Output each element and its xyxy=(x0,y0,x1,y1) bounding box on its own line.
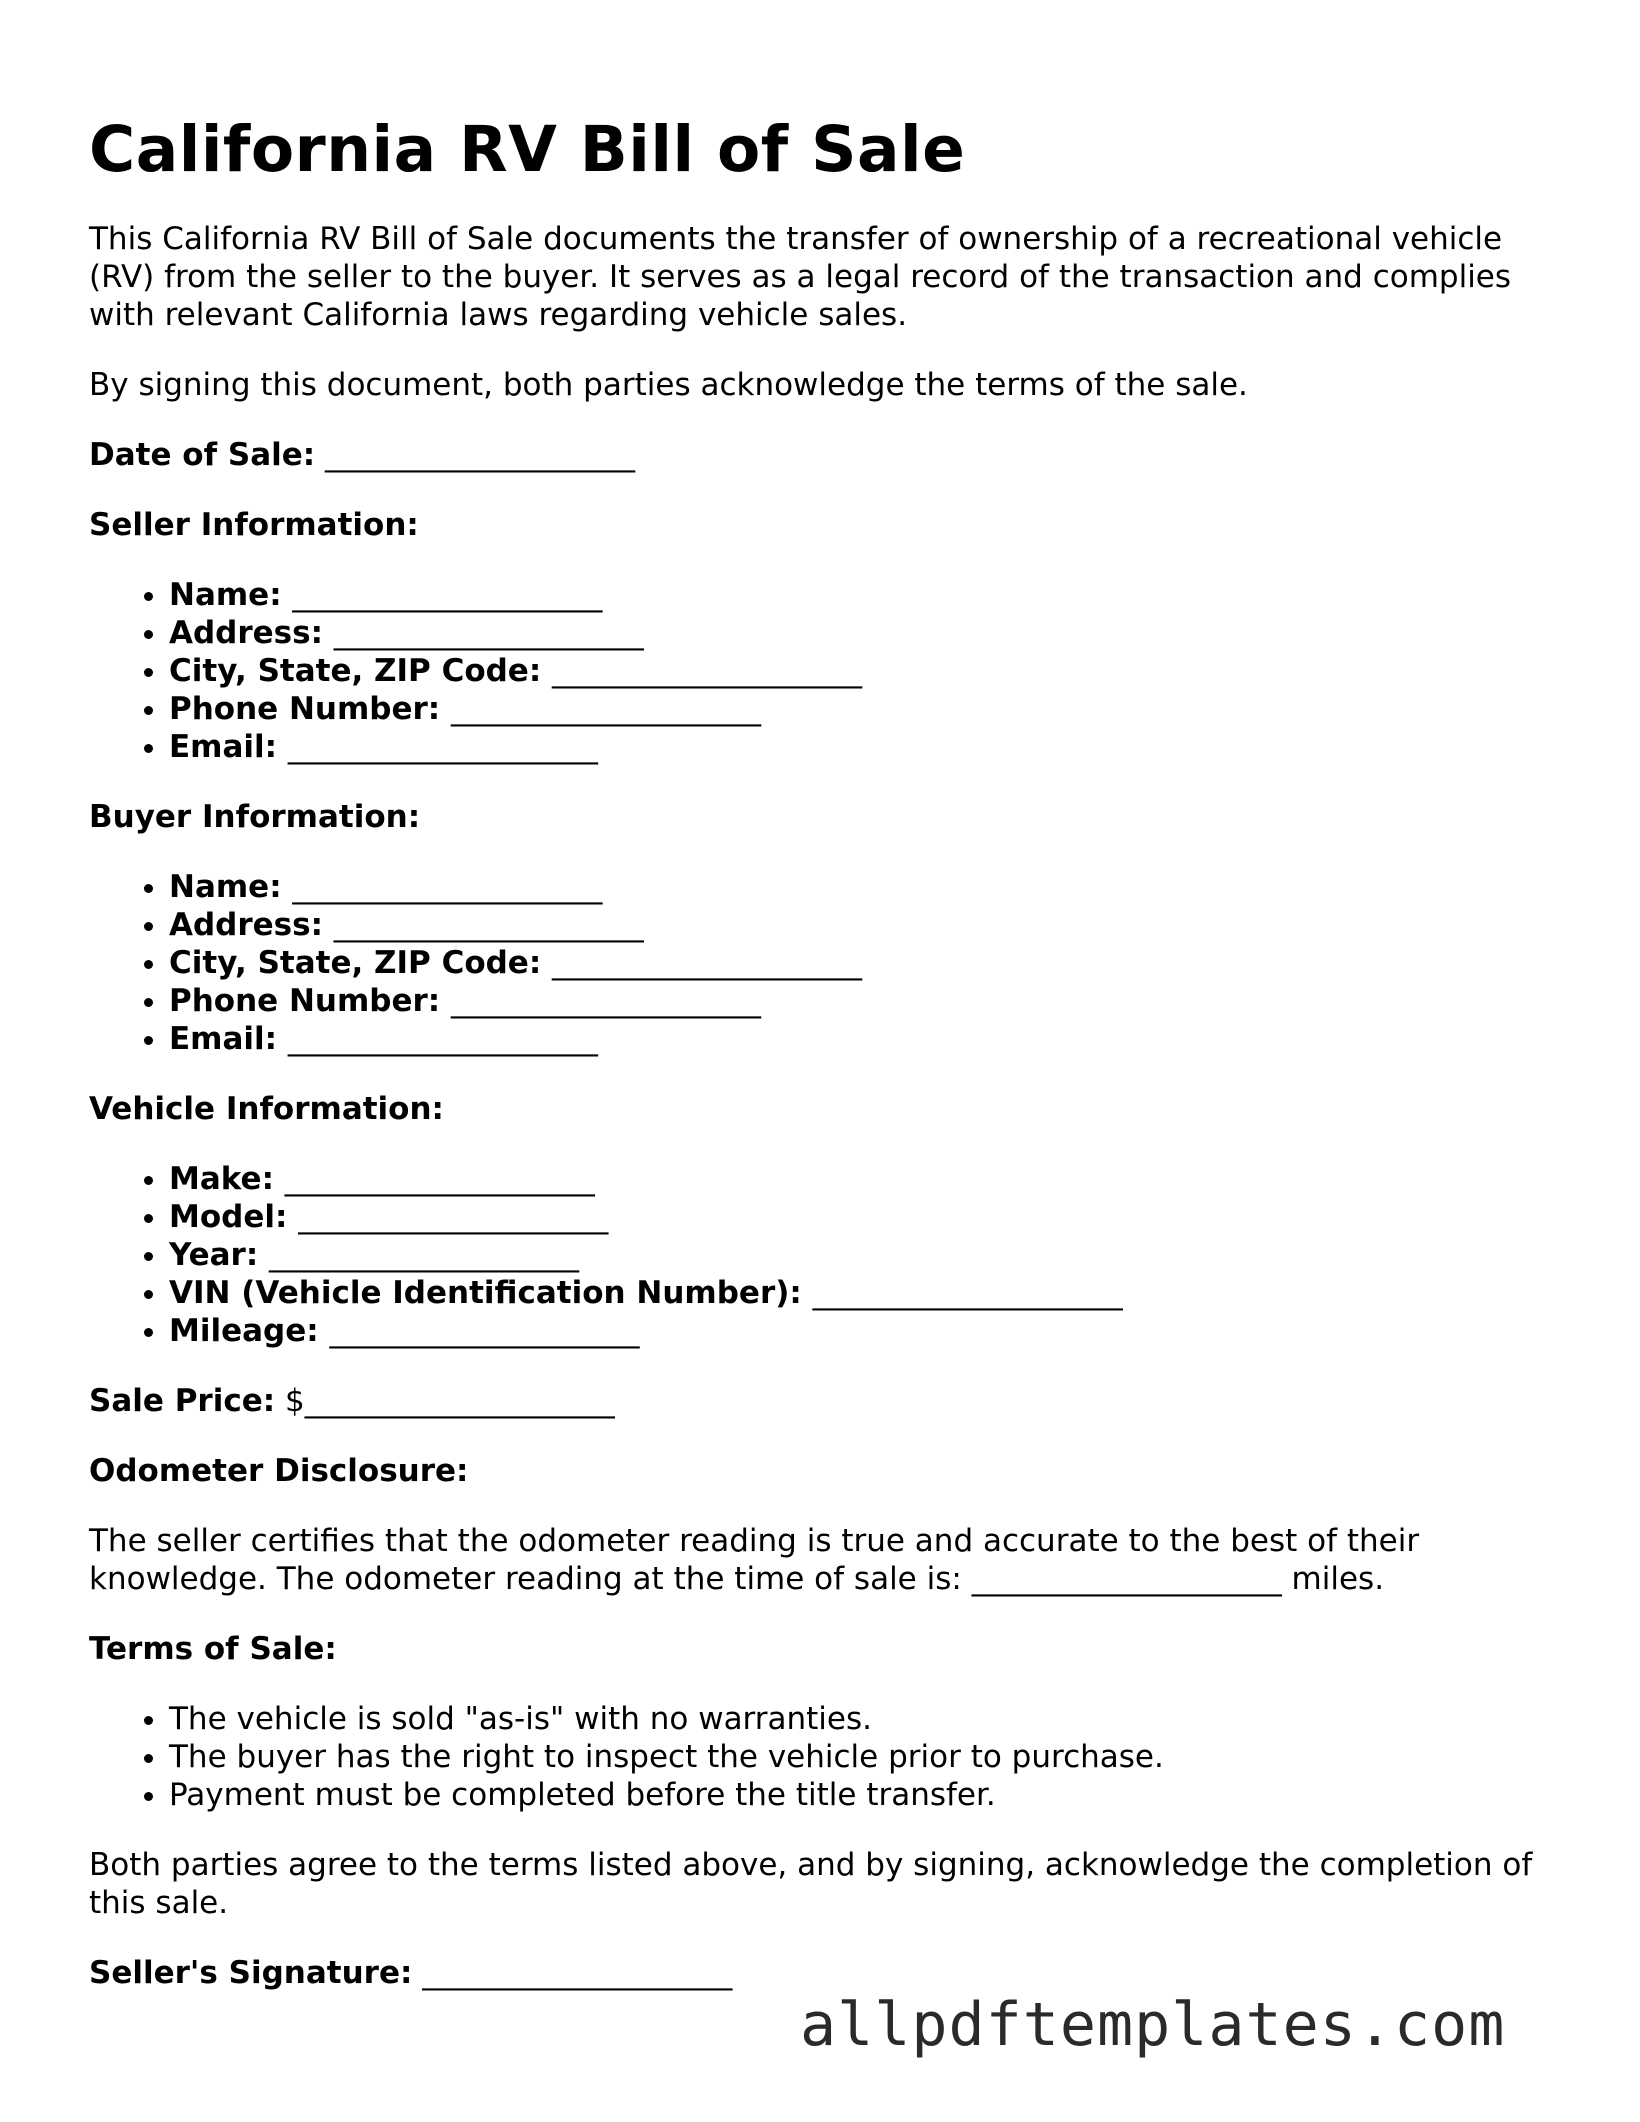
buyer-name-blank: ____________________ xyxy=(292,869,603,905)
seller-heading: Seller Information: xyxy=(89,507,419,543)
vehicle-make-item xyxy=(169,1160,1569,1198)
sale-price-prefix: $ xyxy=(284,1383,305,1419)
seller-name-item xyxy=(169,576,1569,614)
buyer-name-item xyxy=(169,868,1569,906)
seller-email-item xyxy=(169,728,1569,766)
closing-paragraph: Both parties agree to the terms listed above, and by signing, acknowledge the completion of this sale. xyxy=(89,1847,1533,1921)
buyer-phone-label: Phone Number: xyxy=(169,983,441,1019)
buyer-fields xyxy=(89,868,1569,1058)
seller-address-item xyxy=(169,614,1569,652)
acknowledgement-paragraph: By signing this document, both parties acknowledge the terms of the sale. xyxy=(89,367,1248,403)
seller-phone-label: Phone Number: xyxy=(169,691,441,727)
vehicle-make-blank: ____________________ xyxy=(284,1161,595,1197)
terms-item: • Payment must be completed before the title transfer. xyxy=(169,1776,1569,1814)
seller-name-blank: ____________________ xyxy=(292,577,603,613)
vehicle-model-item xyxy=(169,1198,1569,1236)
seller-signature-label: Seller's Signature: xyxy=(89,1955,413,1991)
terms-heading: Terms of Sale: xyxy=(89,1631,337,1667)
date-of-sale-line xyxy=(89,436,1569,474)
vehicle-mileage-label: Mileage: xyxy=(169,1313,319,1349)
buyer-address-label: Address: xyxy=(169,907,323,943)
buyer-address-item xyxy=(169,906,1569,944)
vehicle-year-label: Year: xyxy=(169,1237,259,1273)
seller-signature-blank: ____________________ xyxy=(422,1955,733,1991)
buyer-city-blank: ____________________ xyxy=(552,945,863,981)
buyer-heading: Buyer Information: xyxy=(89,799,421,835)
vehicle-mileage-item xyxy=(169,1312,1569,1350)
seller-email-label: Email: xyxy=(169,729,278,765)
seller-name-label: Name: xyxy=(169,577,282,613)
seller-email-blank: ____________________ xyxy=(287,729,598,765)
seller-phone-item xyxy=(169,690,1569,728)
terms-item: • The buyer has the right to inspect the vehicle prior to purchase. xyxy=(169,1738,1569,1776)
date-of-sale-blank: ____________________ xyxy=(325,437,636,473)
intro-paragraph: This California RV Bill of Sale documents the transfer of ownership of a recreational vehicle (RV) from the seller to the buyer. It serves as a legal record of the transaction and complies with relevant California laws regarding vehicle sales. xyxy=(89,221,1512,333)
vehicle-model-label: Model: xyxy=(169,1199,288,1235)
seller-address-blank: ____________________ xyxy=(333,615,644,651)
vehicle-heading: Vehicle Information: xyxy=(89,1091,444,1127)
seller-address-label: Address: xyxy=(169,615,323,651)
watermark: allpdftemplates.com xyxy=(800,1990,1506,2060)
seller-phone-blank: ____________________ xyxy=(451,691,761,727)
buyer-email-blank: ____________________ xyxy=(287,1021,598,1057)
seller-signature-line xyxy=(89,1954,1569,1992)
odometer-heading: Odometer Disclosure: xyxy=(89,1453,469,1489)
buyer-address-blank: ____________________ xyxy=(333,907,644,943)
buyer-email-label: Email: xyxy=(169,1021,278,1057)
seller-fields xyxy=(89,576,1569,766)
sale-price-blank: ____________________ xyxy=(304,1383,615,1419)
buyer-phone-blank: ____________________ xyxy=(451,983,761,1019)
terms-list xyxy=(89,1700,1569,1814)
odometer-blank: ____________________ xyxy=(971,1561,1282,1597)
vehicle-vin-item xyxy=(169,1274,1569,1312)
odometer-paragraph xyxy=(89,1522,1569,1598)
document-title: California RV Bill of Sale xyxy=(89,113,966,186)
vehicle-year-item xyxy=(169,1236,1569,1274)
buyer-phone-item xyxy=(169,982,1569,1020)
vehicle-make-label: Make: xyxy=(169,1161,274,1197)
sale-price-label: Sale Price: xyxy=(89,1383,276,1419)
vehicle-fields xyxy=(89,1160,1569,1350)
buyer-city-item xyxy=(169,944,1569,982)
odometer-text: The seller certifies that the odometer reading is true and accurate to the best of their knowledge. The odometer reading at the time of sale is: xyxy=(89,1523,1420,1597)
buyer-email-item xyxy=(169,1020,1569,1058)
vehicle-model-blank: ____________________ xyxy=(298,1199,609,1235)
seller-city-label: City, State, ZIP Code: xyxy=(169,653,542,689)
odometer-unit: miles. xyxy=(1291,1561,1385,1597)
vehicle-vin-blank: ____________________ xyxy=(812,1275,1123,1311)
buyer-city-label: City, State, ZIP Code: xyxy=(169,945,542,981)
buyer-name-label: Name: xyxy=(169,869,282,905)
date-of-sale-label: Date of Sale: xyxy=(89,437,316,473)
seller-city-item xyxy=(169,652,1569,690)
sale-price-line xyxy=(89,1382,1569,1420)
seller-city-blank: ____________________ xyxy=(552,653,863,689)
vehicle-vin-label: VIN (Vehicle Identification Number): xyxy=(169,1275,802,1311)
document-page xyxy=(89,112,1569,2024)
terms-item: • The vehicle is sold "as-is" with no warranties. xyxy=(169,1700,1569,1738)
vehicle-year-blank: ____________________ xyxy=(269,1237,580,1273)
vehicle-mileage-blank: ____________________ xyxy=(329,1313,640,1349)
